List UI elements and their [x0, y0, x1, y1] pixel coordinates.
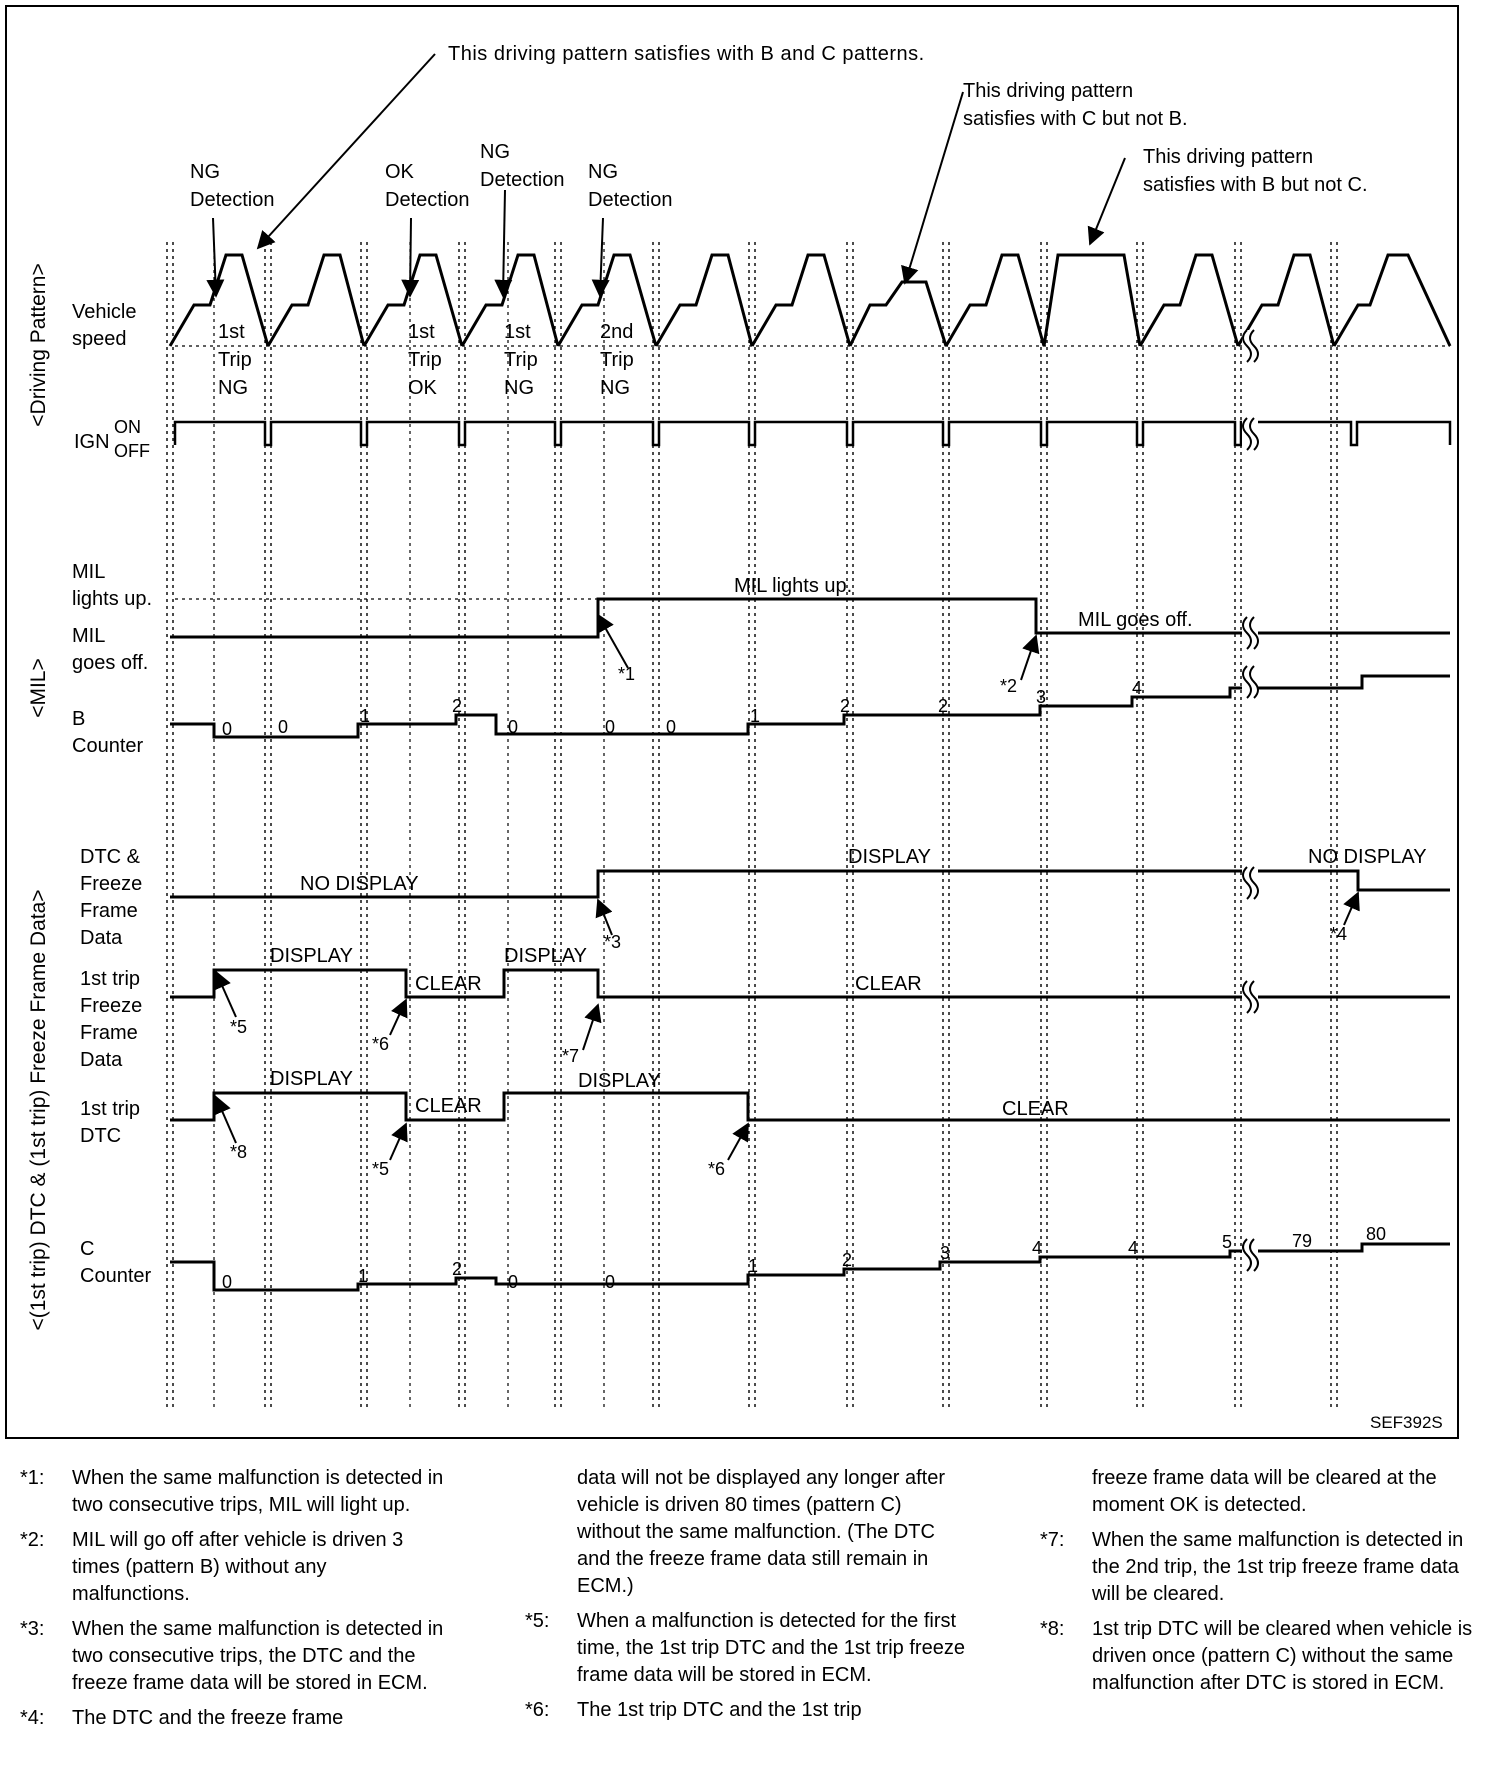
marker-label: *6: [372, 1034, 390, 1054]
c-counter-value: 5: [1222, 1232, 1233, 1252]
dtc-ffd-break-mark: [1242, 867, 1258, 899]
b-counter-value: 4: [1132, 678, 1143, 698]
vehicle-speed-trace: [850, 282, 946, 346]
b-counter-break-mark: [1242, 666, 1258, 698]
callout-arrow-b-not-c: [1090, 158, 1125, 244]
note-text: When the same malfunction is detected in the 2nd trip, the 1st trip freeze frame data will be cleared.: [1092, 1529, 1464, 1605]
trip-label: Trip: [408, 349, 442, 371]
trip-label: 1st: [218, 321, 245, 343]
marker-6-arrow-ffd: [390, 1000, 406, 1035]
note-num: *8:: [1040, 1618, 1065, 1640]
vehicle-speed-trace: [946, 255, 1044, 346]
marker-label: *4: [1330, 924, 1348, 944]
marker-8-arrow: [728, 1124, 748, 1160]
note-3: [20, 1616, 445, 1697]
c-counter-value: 3: [940, 1243, 951, 1263]
marker-label: *5: [230, 1017, 248, 1037]
marker-3-arrow: [598, 900, 612, 935]
ign-on-label: ON: [114, 417, 141, 437]
callout-bc-text: This driving pattern satisfies with B and C patterns.: [448, 43, 925, 65]
c-counter-value: 2: [842, 1250, 853, 1270]
detection-label: Detection: [190, 189, 275, 211]
callout-b-not-c-text: satisfies with B but not C.: [1143, 174, 1368, 196]
dtc-ffd-label: Frame: [80, 900, 138, 922]
detection-label: Detection: [480, 169, 565, 191]
1st-trip-ffd-label: 1st trip: [80, 968, 141, 990]
b-counter-value: 1: [750, 706, 761, 726]
note-num: *4:: [20, 1707, 45, 1729]
note-num: *7:: [1040, 1529, 1065, 1551]
c-counter-value: 4: [1128, 1238, 1139, 1258]
b-counter-value: 2: [938, 696, 949, 716]
b-counter-value: 0: [508, 717, 519, 737]
dtc-clear-state-1: CLEAR: [415, 1095, 482, 1117]
marker-4-arrow: [1344, 893, 1358, 925]
note-4-continued: [525, 1465, 970, 1600]
detection-label: NG: [480, 141, 510, 163]
c-counter-value: 4: [1032, 1238, 1043, 1258]
notes-col-1: [20, 1465, 445, 1740]
callout-c-not-b-text: This driving pattern: [963, 80, 1134, 102]
c-counter-break-mark: [1242, 1239, 1258, 1271]
note-text: The DTC and the freeze frame: [72, 1707, 344, 1729]
figure-code: SEF392S: [1370, 1413, 1443, 1432]
b-counter-value: 0: [222, 719, 233, 739]
marker-6-arrow-dtc: [390, 1124, 406, 1160]
c-counter-value: 80: [1366, 1224, 1387, 1244]
mil-goes-off-label: goes off.: [72, 652, 149, 674]
1st-trip-dtc-trace: [170, 1093, 1450, 1120]
notes-col-3: [1040, 1465, 1480, 1705]
c-counter-value: 2: [452, 1259, 463, 1279]
marker-7-arrow: [583, 1005, 598, 1050]
c-counter-label: C: [80, 1238, 95, 1260]
signal-traces: [170, 54, 1450, 1290]
dtc-ffd-label: Freeze: [80, 873, 143, 895]
note-4: [20, 1705, 445, 1732]
trip-label: Trip: [600, 349, 634, 371]
marker-label: *8: [230, 1142, 248, 1162]
trip-separator-lines: [167, 242, 1450, 1408]
dtc-ffd-no-display-state-2: NO DISPLAY: [1308, 846, 1427, 868]
vehicle-speed-trace: [656, 255, 752, 346]
c-counter-value: 79: [1292, 1231, 1313, 1251]
note-text: freeze frame data will be cleared at the moment OK is detected.: [1092, 1467, 1437, 1516]
1st-trip-dtc-label: 1st trip: [80, 1098, 141, 1120]
ign-label: IGN: [74, 431, 110, 453]
dtc-ffd-label: DTC &: [80, 846, 140, 868]
b-counter-value: 3: [1036, 687, 1047, 707]
marker-5-arrow-ffd: [216, 972, 236, 1017]
c-counter-value: 0: [605, 1272, 616, 1292]
dtc-display-state-1: DISPLAY: [270, 1068, 353, 1090]
c-counter-value: 1: [748, 1256, 759, 1276]
dtc-ffd-no-display-state: NO DISPLAY: [300, 873, 419, 895]
trip-label: Trip: [218, 349, 252, 371]
section-title-mil: <MIL>: [27, 658, 50, 718]
note-num: *3:: [20, 1618, 45, 1640]
1st-trip-dtc-label: DTC: [80, 1125, 122, 1147]
trip-label: NG: [504, 377, 534, 399]
ffd-display-state-2: DISPLAY: [504, 945, 587, 967]
c-counter-value: 0: [508, 1272, 519, 1292]
b-counter-value: 2: [840, 696, 851, 716]
mil-lights-up-label: MIL: [72, 561, 106, 583]
speed-break-mark: [1242, 330, 1258, 362]
ffd-clear-state-2: CLEAR: [855, 973, 922, 995]
trip-label: 1st: [504, 321, 531, 343]
ng-detection-arrow-3: [600, 218, 603, 296]
ign-break-mark: [1242, 418, 1258, 450]
detection-label: NG: [190, 161, 220, 183]
note-text: 1st trip DTC will be cleared when vehicle is driven once (pattern C) without the same malfunction after DTC is stored in ECM.: [1092, 1618, 1473, 1694]
note-2: [20, 1527, 445, 1608]
b-counter-value: 2: [452, 696, 463, 716]
note-text: data will not be displayed any longer after vehicle is driven 80 times (pattern C) without the same malfunction. (The DTC and the freeze frame data still remain in ECM.): [577, 1467, 946, 1597]
dtc-clear-state-2: CLEAR: [1002, 1098, 1069, 1120]
note-num: *2:: [20, 1529, 45, 1551]
callout-arrow-c-not-b: [905, 92, 963, 283]
marker-label: *5: [372, 1159, 390, 1179]
mil-lights-up-state: MIL lights up.: [734, 575, 853, 597]
notes-col-2: [525, 1465, 970, 1732]
note-8: [1040, 1616, 1480, 1697]
callout-c-not-b-text: satisfies with C but not B.: [963, 108, 1188, 130]
b-counter-label: Counter: [72, 735, 144, 757]
mil-break-mark: [1242, 617, 1258, 649]
b-counter-value: 1: [360, 706, 371, 726]
note-num: *1:: [20, 1467, 45, 1489]
detection-label: Detection: [588, 189, 673, 211]
marker-label: *2: [1000, 676, 1018, 696]
trip-label: NG: [600, 377, 630, 399]
marker-1-arrow: [598, 615, 628, 668]
detection-label: NG: [588, 161, 618, 183]
note-6-continued: [1040, 1465, 1480, 1519]
mil-goes-off-state: MIL goes off.: [1078, 609, 1193, 631]
note-num: *5:: [525, 1610, 550, 1632]
marker-2-arrow: [1021, 636, 1036, 680]
section-title-driving-pattern: <Driving Pattern>: [27, 263, 50, 427]
vehicle-speed-trace: [1334, 255, 1450, 346]
trip-label: Trip: [504, 349, 538, 371]
note-text: The 1st trip DTC and the 1st trip: [577, 1699, 862, 1721]
ign-off-label: OFF: [114, 441, 150, 461]
c-counter-label: Counter: [80, 1265, 152, 1287]
vehicle-speed-label: Vehicle: [72, 301, 137, 323]
vehicle-speed-trace: [268, 255, 364, 346]
ok-detection-arrow: [410, 218, 411, 296]
dtc-ffd-label: Data: [80, 927, 123, 949]
ffd-break-mark: [1242, 981, 1258, 1013]
mil-lights-up-label: lights up.: [72, 588, 153, 610]
note-text: When the same malfunction is detected in two consecutive trips, the DTC and the freeze frame data will be stored in ECM.: [72, 1618, 444, 1694]
section-title-dtc-ffd: <(1st trip) DTC & (1st trip) Freeze Frame Data>: [27, 889, 50, 1331]
marker-label: *7: [562, 1046, 580, 1066]
marker-label: *1: [618, 664, 636, 684]
ffd-clear-state-1: CLEAR: [415, 973, 482, 995]
dtc-display-state-2: DISPLAY: [578, 1070, 661, 1092]
1st-trip-ffd-label: Data: [80, 1049, 123, 1071]
callout-arrow-bc: [258, 54, 435, 248]
b-counter-value: 0: [666, 717, 677, 737]
1st-trip-ffd-label: Freeze: [80, 995, 143, 1017]
note-6: [525, 1697, 970, 1724]
trip-label: 1st: [408, 321, 435, 343]
b-counter-label: B: [72, 708, 86, 730]
vehicle-speed-trace: [1044, 255, 1140, 346]
c-counter-value: 1: [358, 1266, 369, 1286]
note-num: *6:: [525, 1699, 550, 1721]
marker-5-arrow-dtc: [216, 1097, 236, 1143]
note-7: [1040, 1527, 1480, 1608]
trip-label: OK: [408, 377, 437, 399]
c-counter-value: 0: [222, 1272, 233, 1292]
vehicle-speed-trace: [1140, 255, 1238, 346]
detection-label: OK: [385, 161, 414, 183]
dtc-ffd-display-state: DISPLAY: [848, 846, 931, 868]
note-text: When a malfunction is detected for the first time, the 1st trip DTC and the 1st trip freeze frame data will be stored in ECM.: [577, 1610, 965, 1686]
ffd-display-state-1: DISPLAY: [270, 945, 353, 967]
note-5: [525, 1608, 970, 1689]
ng-detection-arrow-2: [503, 190, 505, 296]
marker-label: *6: [708, 1159, 726, 1179]
vehicle-speed-label: speed: [72, 328, 127, 350]
note-1: [20, 1465, 445, 1519]
mil-goes-off-label: MIL: [72, 625, 106, 647]
detection-label: Detection: [385, 189, 470, 211]
trip-label: 2nd: [600, 321, 634, 343]
1st-trip-ffd-label: Frame: [80, 1022, 138, 1044]
vehicle-speed-trace: [752, 255, 850, 346]
callout-b-not-c-text: This driving pattern: [1143, 146, 1314, 168]
marker-label: *3: [604, 932, 622, 952]
trip-label: NG: [218, 377, 248, 399]
b-counter-value: 0: [278, 717, 289, 737]
note-text: When the same malfunction is detected in two consecutive trips, MIL will light up.: [72, 1467, 444, 1516]
note-text: MIL will go off after vehicle is driven 3 times (pattern B) without any malfunctions.: [72, 1529, 404, 1605]
b-counter-value: 0: [605, 717, 616, 737]
